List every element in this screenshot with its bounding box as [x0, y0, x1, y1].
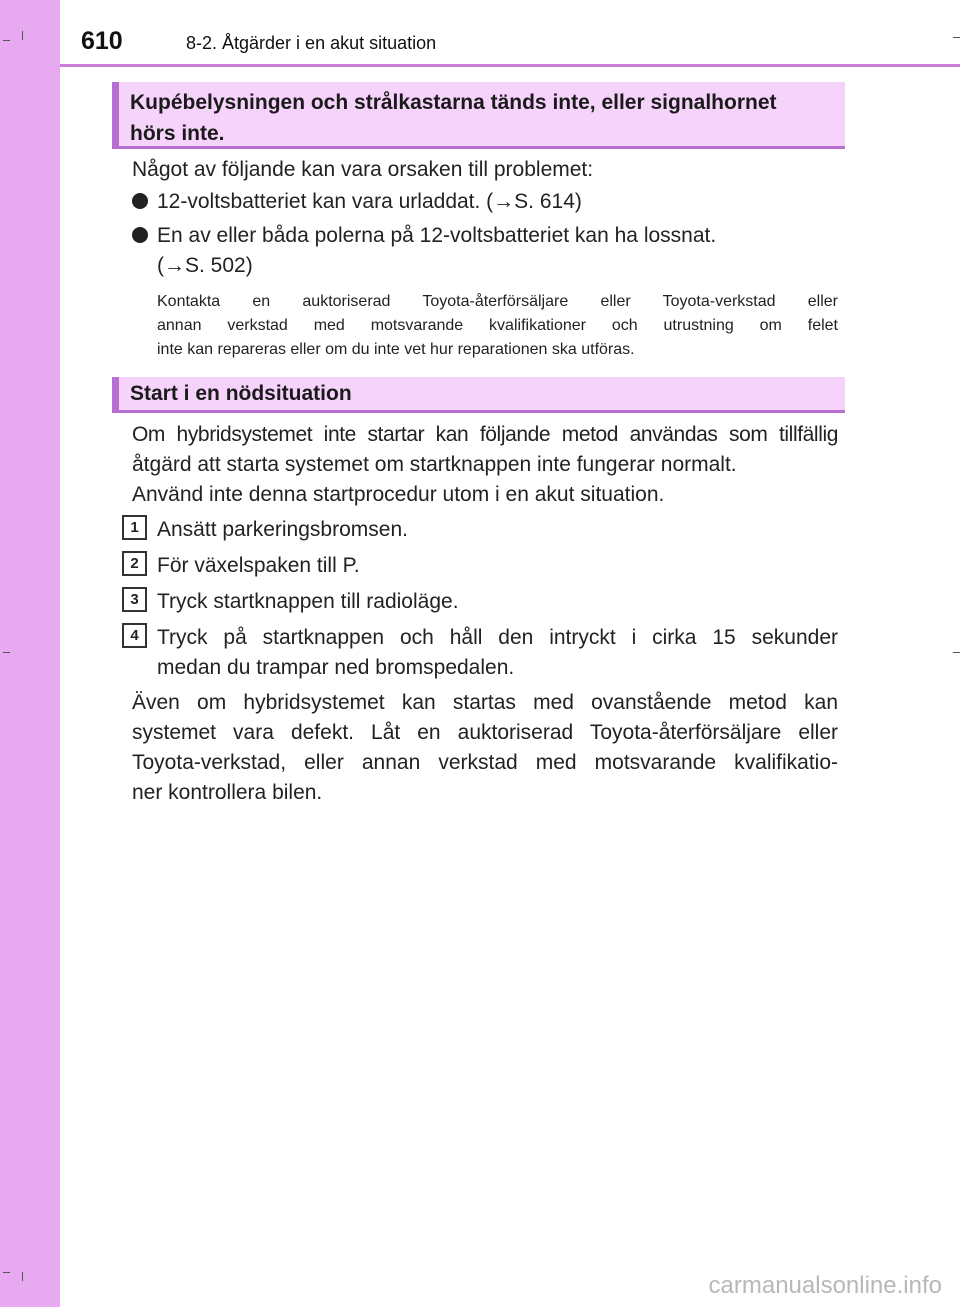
closing-line: ner kontrollera bilen.	[132, 781, 323, 804]
left-margin-bar	[0, 0, 60, 1307]
bullet-icon	[132, 193, 148, 209]
problem-intro: Något av följande kan vara orsaken till problemet:	[132, 158, 594, 181]
step-number-badge: 1	[122, 515, 147, 540]
crop-mark	[3, 40, 10, 41]
intro-line: Om hybridsystemet inte startar kan följande metod användas som tillfällig	[132, 423, 838, 446]
heading-line: Kupébelysningen och strålkastarna tänds inte, eller signalhornet	[130, 91, 777, 114]
heading-emergency-start: Start i en nödsituation	[112, 377, 845, 413]
step-number-badge: 2	[122, 551, 147, 576]
note-line: Kontakta en auktoriserad Toyota-återförsäljare eller Toyota-verkstad eller	[157, 293, 838, 310]
intro-line: Använd inte denna startprocedur utom i en akut situation.	[132, 483, 665, 506]
closing-paragraph	[132, 688, 838, 808]
step-number-badge: 3	[122, 587, 147, 612]
step-text-line: medan du trampar ned bromspedalen.	[157, 656, 515, 679]
crop-mark	[953, 652, 960, 653]
emergency-intro	[132, 420, 838, 510]
crop-mark	[3, 1272, 10, 1273]
note-line: annan verkstad med motsvarande kvalifikationer och utrustning om felet	[157, 317, 838, 334]
crop-mark	[953, 37, 960, 38]
bullet-terminals-loose: En av eller båda polerna på 12-voltsbatteriet kan ha lossnat.	[157, 224, 717, 247]
step-text-line: Tryck på startknappen och håll den intryckt i cirka 15 sekunder	[157, 626, 838, 649]
section-title: 8-2. Åtgärder i en akut situation	[186, 33, 437, 53]
step-number-badge: 4	[122, 623, 147, 648]
crop-mark	[22, 31, 23, 40]
dealer-note	[157, 290, 838, 362]
closing-line: Toyota-verkstad, eller annan verkstad med motsvarande kvalifikatio-	[132, 751, 838, 774]
closing-line: Även om hybridsystemet kan startas med ovanstående metod kan	[132, 691, 838, 714]
page-number: 610	[81, 27, 123, 55]
header-rule	[60, 64, 960, 67]
bullet-icon	[132, 227, 148, 243]
step-text	[157, 623, 838, 683]
bullet-battery-discharged: 12-voltsbatteriet kan vara urladdat. (→S. 614)	[157, 190, 582, 213]
heading-lights-horn	[112, 82, 845, 149]
crop-mark	[3, 652, 10, 653]
heading-line: hörs inte.	[130, 122, 225, 145]
intro-line: åtgärd att starta systemet om startknappen inte fungerar normalt.	[132, 453, 737, 476]
crop-mark	[22, 1272, 23, 1281]
closing-line: systemet vara defekt. Låt en auktoriserad Toyota-återförsäljare eller	[132, 721, 838, 744]
bullet-terminals-reference: (→S. 502)	[157, 254, 253, 277]
step-text: Tryck startknappen till radioläge.	[157, 590, 459, 613]
step-text: För växelspaken till P.	[157, 554, 360, 577]
note-line: inte kan repareras eller om du inte vet hur reparationen ska utföras.	[157, 341, 635, 358]
step-text: Ansätt parkeringsbromsen.	[157, 518, 408, 541]
watermark: carmanualsonline.info	[708, 1272, 942, 1299]
